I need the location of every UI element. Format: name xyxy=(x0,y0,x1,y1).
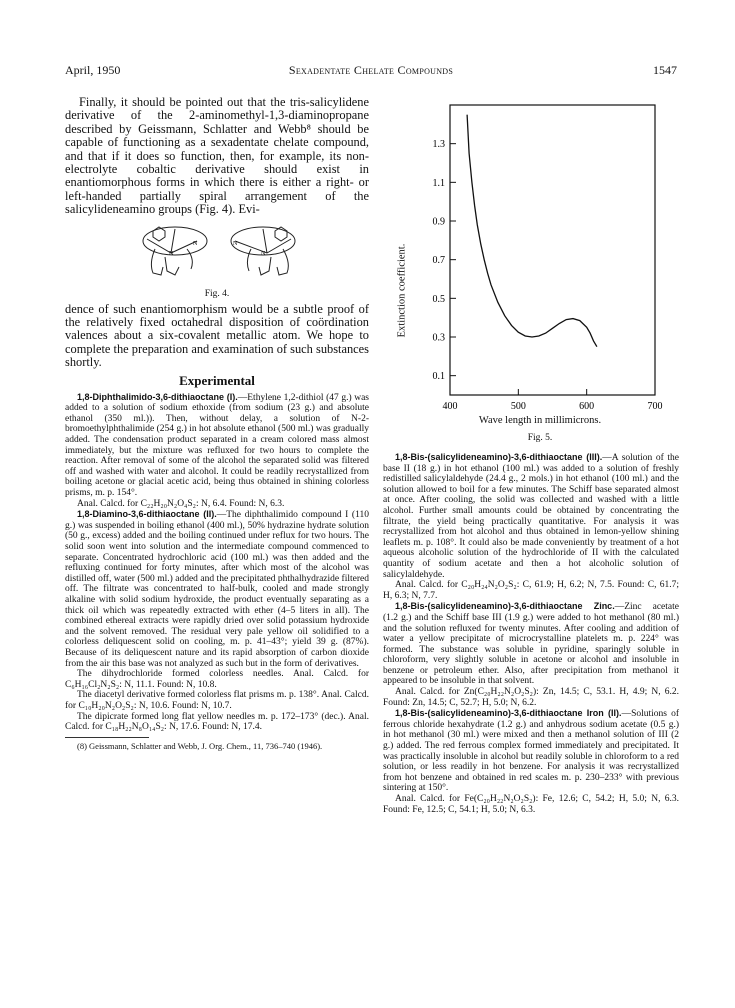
entry-diacetyl: The diacetyl derivative formed colorless flat prisms m. p. 138°. Anal. Calcd. for C₁₀H₂₀N₂O₂S₂: N, 10.6. Found: N, 10.7. xyxy=(65,690,369,711)
chart-plot xyxy=(395,95,685,415)
footnote-8: (8) Geissmann, Schlatter and Webb, J. Org. Chem., 11, 736–740 (1946). xyxy=(77,740,323,751)
fig4-caption: Fig. 4. xyxy=(204,288,230,299)
entry-dipicrate: The dipicrate formed long flat yellow needles m. p. 172–173° (dec.). Anal. Calcd. for C₁₈H₂₂N₈O₁₄S₂: N, 17.6. Found: N, 17.4. xyxy=(65,711,369,733)
entry-iron-complex xyxy=(383,708,679,794)
x-tick-label: 500 xyxy=(510,401,526,412)
y-tick-label: 0.7 xyxy=(432,255,445,267)
entry-zinc-complex xyxy=(383,601,679,687)
entry-compound-III-analysis: Anal. Calcd. for C₂₀H₂₄N₂O₂S₂: C, 61.9; H, 6.2; N, 7.5. Found: C, 61.7; H, 6.3; N, 7.7. xyxy=(383,580,679,601)
entry-zinc-body: —Zinc acetate (1.2 g.) and the Schiff base III (1.9 g.) were added to hot methanol (80 ml.) and the solution refluxed for twenty minutes. After cooling and addition of water a yellow precipitate of microcrystalline platelets m. p. 224° was formed. The substance was soluble in pyridine, sparingly soluble in chloroform, very slightly soluble in acetone or alcohol and insoluble in benzene or petroleum ether. Also, after precipitation from methanol it appeared to be insoluble in that solvent. xyxy=(383,602,679,687)
y-tick-label: 0.5 xyxy=(432,293,445,305)
fig5-caption: Fig. 5. xyxy=(527,433,553,443)
entry-compound-III xyxy=(383,452,679,580)
y-tick-label: 0.3 xyxy=(432,332,445,344)
entry-compound-III-body: —A solution of the base II (18 g.) in hot ethanol (100 ml.) was added to a solution of freshly redistilled salicylaldehyde (24.4 g., 2 mols.) in hot ethanol (100 ml.) and the solution allowed to boil for a few minutes. The Schiff base separated almost at once. After cooling, the solid was collected and washed with a little alcohol. Further small amounts could be obtained by concentrating the filtrate, the yield being practically quantitative. For analysis it was recrystallized from hot alcohol and thus obtained in lemon-yellow shining leaflets m. p. 108°. It could also be made conveniently by treatment of a hot aqueous alcoholic solution of the hydrochloride of II with the calculated quantity of sodium acetate and then a hot alcoholic solution of salicylaldehyde. xyxy=(383,453,679,580)
chart-y-axis-label: Extinction coefficient. xyxy=(396,243,408,338)
entry-compound-I xyxy=(65,392,369,499)
y-tick-label: 0.1 xyxy=(432,371,445,383)
running-header xyxy=(65,63,677,83)
entry-compound-II-heading: 1,8-Diamino-3,6-dithiaoctane (II). xyxy=(77,509,217,520)
x-tick-label: 400 xyxy=(442,401,458,412)
y-tick-label: 1.3 xyxy=(432,139,445,151)
entry-dihydrochloride: The dihydrochloride formed colorless needles. Anal. Calcd. for C₆H₁₆Cl₂N₂S₂: N, 11.1. Found: N, 10.8. xyxy=(65,669,369,690)
x-tick-label: 600 xyxy=(579,401,595,412)
entry-iron-body: —Solutions of ferrous chloride hexahydrate (1.2 g.) and anhydrous sodium acetate (0.5 g.) in hot methanol (30 ml.) were mixed and then a methanol solution of III (2 g.) added. The red ferrous complex formed immediately and precipitated. It was practically insoluble in alcohol but readily soluble in chloroform to a red solution, or less readily in hot benzene. For analysis it was recrystallized from hot benzene and obtained in red scales m. p. 230–233° with previous sintering at 150°. xyxy=(383,709,680,794)
left-column xyxy=(65,96,369,751)
entry-compound-I-heading: 1,8-Diphthalimido-3,6-dithiaoctane (I). xyxy=(77,391,238,402)
svg-text:N: N xyxy=(193,240,198,247)
entry-compound-II-body: —The diphthalimido compound I (110 g.) was suspended in boiling ethanol (400 ml.), 50% hydrazine hydrate solution (50 g., excess) added and the boiling continued under reflux for two hours. The solid soon went into solution and the intermediate compound commenced to separate. Concentrated hydrochloric acid (100 ml.) was then added and the refluxing continued for forty minutes, after which most of the alcohol was distilled off, water (500 ml.) added and the precipitated phthalhydrazide filtered off. The filtrate was concentrated to half-bulk, cooled and made strongly alkaline with solid sodium hydroxide, the product eventually separating as a thick oil which was repeatedly extracted with ether (4–5 liters in all). The combined ethereal extracts were rapidly dried over solid potassium hydroxide and the solvent removed. The residual very pale yellow oil solidified to a colorless deliquescent solid on cooling, m. p. 41–43°; yield 39 g. (87%). Because of its deliquescent nature and its rapid absorption of carbon dioxide from the air this base was not analyzed as such but in the form of derivatives. xyxy=(65,510,369,669)
entry-zinc-analysis: Anal. Calcd. for Zn(C₂₀H₂₂N₂O₂S₂): Zn, 14.5; C, 53.1. H, 4.9; N, 6.2. Found: Zn, 14.5; C, 52.7; H, 5.0; N, 6.2. xyxy=(383,687,679,708)
entry-compound-II xyxy=(65,509,369,669)
entry-compound-I-analysis: Anal. Calcd. for C₂₂H₂₀N₂O₄S₂: N, 6.4. Found: N, 6.3. xyxy=(77,498,285,509)
right-column xyxy=(383,452,679,815)
absorption-curve xyxy=(467,115,597,347)
fig4-enantiomorph-drawing xyxy=(135,219,305,285)
entry-compound-III-heading: 1,8-Bis-(salicylideneamino)-3,6-dithiaoctane (III). xyxy=(395,452,603,462)
svg-text:N: N xyxy=(169,250,174,257)
svg-text:N: N xyxy=(261,250,266,257)
x-tick-label: 700 xyxy=(647,401,663,412)
chart-plot-frame xyxy=(450,105,655,395)
figure-4 xyxy=(65,219,369,289)
footnote-rule xyxy=(65,737,149,738)
entry-zinc-heading: 1,8-Bis-(salicylideneamino)-3,6-dithiaoctane Zinc. xyxy=(395,601,615,612)
entry-iron-heading: 1,8-Bis-(salicylideneamino)-3,6-dithiaoctane Iron (II). xyxy=(395,708,622,719)
header-title: Sexadentate Chelate Compounds xyxy=(288,63,454,77)
y-tick-label: 0.9 xyxy=(432,216,445,228)
header-date: April, 1950 xyxy=(65,63,121,77)
svg-text:N: N xyxy=(233,240,238,247)
header-page-number: 1547 xyxy=(653,63,677,77)
chart-x-axis-label: Wave length in millimicrons. xyxy=(478,415,602,426)
section-title-experimental: Experimental xyxy=(179,372,255,388)
entry-compound-I-body: —Ethylene 1,2-dithiol (47 g.) was added to a solution of sodium ethoxide (from sodium (23 g.) and absolute ethanol (350 ml.)). Then, without delay, a solution of N-2-bromoethylphthalimide (254 g.) in hot absolute ethanol (500 ml.) was gradually added. The condensation product separated in a cream colored mass almost immediately, but the mixture was refluxed for two hours to complete the reaction. After removal of some of the alcohol the separated solid was filtered off and washed with water and alcohol. It could be readily recrystallized from boiling acetone or glacial acetic acid, being thus obtained in shining colorless prisms, m. p. 154°. xyxy=(65,392,369,499)
paragraph-enantiomorphism: dence of such enantiomorphism would be a subtle proof of the relatively fixed octahedral disposition of coördination valences about a six-covalent metallic atom. We hope to complete the preparation and examination of such substances shortly. xyxy=(65,301,369,370)
entry-iron-analysis: Anal. Calcd. for Fe(C₂₀H₂₂N₂O₂S₂): Fe, 12.6; C, 54.2; H, 5.0; N, 6.3. Found: Fe, 12.5; C, 54.1; H, 5.0; N, 6.3. xyxy=(383,794,679,815)
figure-5-chart xyxy=(395,95,685,447)
y-tick-label: 1.1 xyxy=(432,177,445,189)
paragraph-intro: Finally, it should be pointed out that the tris-salicylidene derivative of the 2-aminomethyl-1,3-diaminopropane described by Geissmann, Schlatter and Webb⁸ should be capable of functioning as a sexadentate chelate compound, and that if it does so function, then, for example, its non-electrolyte cobaltic derivative should exist in enantiomorphous forms in which there is either a right- or left-handed partially spiral arrangement of the salicylideneamino groups (Fig. 4). Evi- xyxy=(65,95,369,217)
